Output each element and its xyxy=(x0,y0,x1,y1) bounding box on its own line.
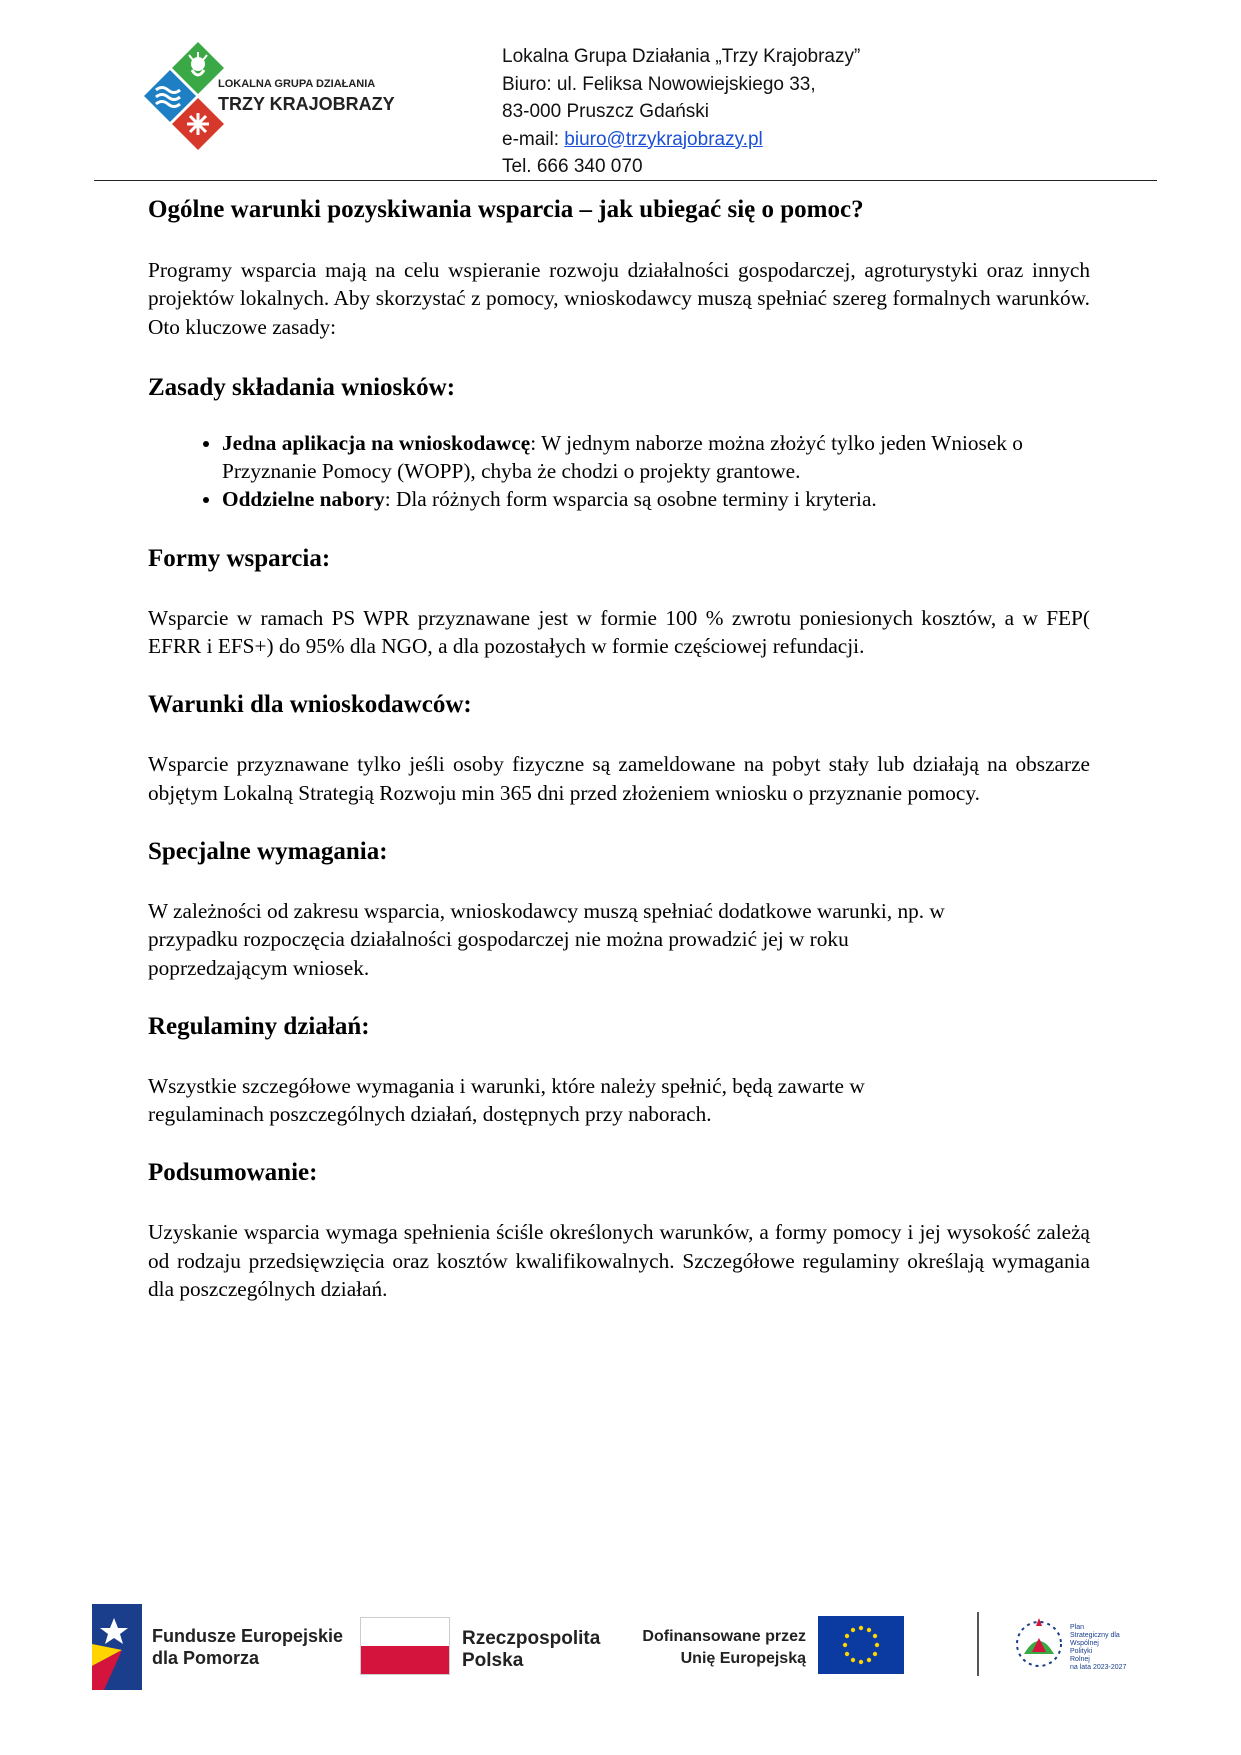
ps-wpr-logo-text xyxy=(1070,1624,1126,1672)
fe-logo-text xyxy=(152,1625,343,1669)
paragraph-line: W zależności od zakresu wsparcia, wnioskodawcy muszą spełniać dodatkowe warunki, np. w xyxy=(148,898,945,923)
section-paragraph: Wsparcie przyznawane tylko jeśli osoby fizyczne są zameldowane na pobyt stały lub działają na obszarze objętym Lokalną Strategią Rozwoju min 365 dni przed złożeniem wniosku o przyznanie pomocy. xyxy=(148,752,1090,805)
section-heading: Regulaminy działań: xyxy=(148,1012,370,1040)
paragraph-line: poprzedzającym wniosek. xyxy=(148,955,370,980)
header-divider xyxy=(94,180,1157,181)
list-item-bold: Jedna aplikacja na wnioskodawcę xyxy=(222,430,531,455)
address-line: Lokalna Grupa Działania „Trzy Krajobrazy” xyxy=(502,46,861,67)
paragraph-line: Wszystkie szczegółowe wymagania i warunki, które należy spełnić, będą zawarte w xyxy=(148,1073,865,1098)
paragraph-line: przypadku rozpoczęcia działalności gospodarczej nie można prowadzić jej w roku xyxy=(148,927,849,952)
section-paragraph: Uzyskanie wsparcia wymaga spełnienia ściśle określonych warunków, a formy pomocy i jej wysokość zależą od rodzaju przedsięwzięcia oraz kosztów kwalifikowalnych. Szczegółowe regulaminy określają wymagania dla poszczególnych działań. xyxy=(148,1220,1090,1302)
ps-line: Rolnej xyxy=(1070,1656,1090,1663)
logo-big-text: TRZY KRAJOBRAZY xyxy=(218,94,395,114)
list-item-bold: Oddzielne nabory xyxy=(222,487,385,512)
email-line xyxy=(502,126,860,154)
ps-line: Wspólnej xyxy=(1070,1640,1099,1647)
eu-line1: Dofinansowane przez xyxy=(642,1628,806,1645)
list-item-text: : W jednym naborze można złożyć tylko jeden Wniosek o Przyznanie Pomocy (WOPP), chyba że chodzi o projekty grantowe. xyxy=(222,430,1023,484)
fe-logo-icon xyxy=(92,1604,142,1690)
ps-line: Strategiczny dla xyxy=(1070,1632,1120,1639)
polish-flag-icon xyxy=(360,1617,450,1675)
section-heading: Formy wsparcia: xyxy=(148,544,331,572)
lgd-logo xyxy=(140,40,400,150)
ps-wpr-logo-icon xyxy=(1012,1608,1066,1680)
ps-line: Plan xyxy=(1070,1624,1085,1631)
section-paragraph: Wsparcie w ramach PS WPR przyznawane jest w formie 100 % zwrotu poniesionych kosztów, a w FEP( EFRR i EFS+) do 95% dla NGO, a dla pozostałych w formie częściowej refundacji. xyxy=(148,605,1090,659)
intro-paragraph: Programy wsparcia mają na celu wspieranie rozwoju działalności gospodarczej, agroturystyki oraz innych projektów lokalnych. Aby skorzystać z pomocy, wnioskodawcy muszą spełniać szereg formalnych warunków. Oto kluczowe zasady: xyxy=(148,258,1090,339)
fe-line1: Fundusze Europejskie xyxy=(152,1626,344,1646)
ps-line: Polityki xyxy=(1070,1648,1093,1655)
ps-line: na lata 2023-2027 xyxy=(1070,1664,1127,1671)
section-heading: Zasady składania wniosków: xyxy=(148,373,456,401)
section-paragraph xyxy=(148,1072,1090,1129)
rp-line2: Polska xyxy=(462,1650,524,1671)
list-item-text: : Dla różnych form wsparcia są osobne terminy i kryteria. xyxy=(384,487,877,512)
list-item xyxy=(222,485,1090,513)
rp-line1: Rzeczpospolita xyxy=(462,1628,601,1649)
rp-logo-text xyxy=(462,1628,600,1672)
logo-small-text: LOKALNA GRUPA DZIAŁANIA xyxy=(218,78,376,90)
phone-line: Tel. 666 340 070 xyxy=(502,156,643,177)
section-heading: Warunki dla wnioskodawców: xyxy=(148,691,472,719)
eu-logo-text xyxy=(636,1626,806,1670)
email-link[interactable]: biuro@trzykrajobrazy.pl xyxy=(564,128,763,150)
paragraph-line: regulaminach poszczególnych działań, dostępnych przy naborach. xyxy=(148,1102,712,1127)
header-address xyxy=(502,43,860,181)
rules-list xyxy=(148,429,1090,514)
footer-divider xyxy=(977,1612,979,1676)
document-title: Ogólne warunki pozyskiwania wsparcia – jak ubiegać się o pomoc? xyxy=(148,196,864,223)
address-line: 83-000 Pruszcz Gdański xyxy=(502,101,709,122)
section-heading: Podsumowanie: xyxy=(148,1159,318,1187)
section-paragraph xyxy=(148,897,1090,982)
email-label: e-mail: xyxy=(502,128,565,150)
eu-flag-icon xyxy=(818,1616,904,1674)
fe-line2: dla Pomorza xyxy=(152,1648,260,1668)
eu-line2: Unię Europejską xyxy=(680,1650,806,1667)
address-line: Biuro: ul. Feliksa Nowowiejskiego 33, xyxy=(502,73,816,95)
section-heading: Specjalne wymagania: xyxy=(148,837,388,865)
document-body xyxy=(148,192,1090,1303)
list-item xyxy=(222,429,1090,486)
